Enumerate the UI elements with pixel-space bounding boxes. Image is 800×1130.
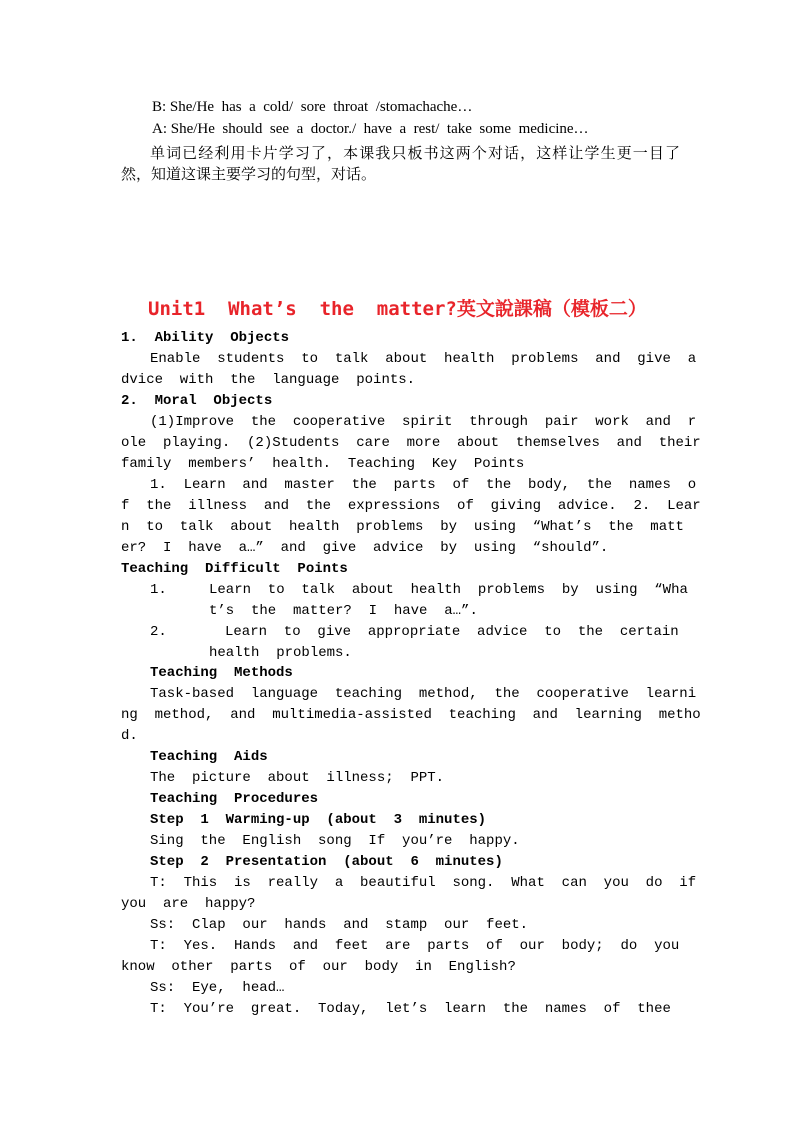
- body-line: (1)Improve the cooperative spirit through pair work and r: [150, 414, 697, 430]
- list-item: Learn to give appropriate advice to the certain: [225, 624, 679, 640]
- section-heading-moral-objects: 2. Moral Objects: [121, 393, 273, 409]
- document-title: Unit1 What’s the matter?英文說課稿（模板二）: [148, 298, 647, 320]
- body-line: d.: [121, 728, 138, 744]
- dialogue-line-b: B: She/He has a cold/ sore throat /stomachache…: [152, 99, 473, 115]
- body-line: ole playing. (2)Students care more about themselves and their: [121, 435, 701, 451]
- dialogue-line: know other parts of our body in English?: [121, 959, 516, 975]
- chinese-note-line-2: 然，知道这课主要学习的句型，对话。: [121, 165, 377, 183]
- dialogue-line-a: A: She/He should see a doctor./ have a rest/ take some medicine…: [152, 121, 589, 137]
- list-item: Learn to talk about health problems by using “Wha: [209, 582, 688, 598]
- step-heading-presentation: Step 2 Presentation (about 6 minutes): [150, 854, 503, 870]
- dialogue-line: Ss: Clap our hands and stamp our feet.: [150, 917, 529, 933]
- list-number: 1.: [150, 582, 167, 598]
- section-heading-teaching-methods: Teaching Methods: [150, 665, 293, 681]
- dialogue-line: Ss: Eye, head…: [150, 980, 285, 996]
- body-line: 1. Learn and master the parts of the body, the names o: [150, 477, 697, 493]
- body-line: er? I have a…” and give advice by using “should”.: [121, 540, 609, 556]
- list-item: health problems.: [209, 645, 352, 661]
- dialogue-line: you are happy?: [121, 896, 256, 912]
- dialogue-line: T: You’re great. Today, let’s learn the names of thee: [150, 1001, 671, 1017]
- body-line: ng method, and multimedia-assisted teaching and learning metho: [121, 707, 701, 723]
- body-line: family members’ health. Teaching Key Points: [121, 456, 525, 472]
- chinese-note-line-1: 单词已经利用卡片学习了，本课我只板书这两个对话，这样让学生更一目了: [150, 144, 680, 162]
- body-line: Sing the English song If you’re happy.: [150, 833, 520, 849]
- body-line: Task-based language teaching method, the cooperative learni: [150, 686, 697, 702]
- section-heading-teaching-aids: Teaching Aids: [150, 749, 268, 765]
- body-line: Enable students to talk about health problems and give a: [150, 351, 697, 367]
- section-heading-teaching-procedures: Teaching Procedures: [150, 791, 319, 807]
- dialogue-line: T: Yes. Hands and feet are parts of our body; do you: [150, 938, 680, 954]
- section-heading-difficult-points: Teaching Difficult Points: [121, 561, 348, 577]
- body-line: f the illness and the expressions of giving advice. 2. Lear: [121, 498, 701, 514]
- list-item: t’s the matter? I have a…”.: [209, 603, 478, 619]
- section-heading-ability-objects: 1. Ability Objects: [121, 330, 290, 346]
- body-line: n to talk about health problems by using “What’s the matt: [121, 519, 684, 535]
- body-line: The picture about illness; PPT.: [150, 770, 445, 786]
- body-line: dvice with the language points.: [121, 372, 416, 388]
- dialogue-line: T: This is really a beautiful song. What can you do if: [150, 875, 697, 891]
- list-number: 2.: [150, 624, 167, 640]
- step-heading-warming-up: Step 1 Warming-up (about 3 minutes): [150, 812, 487, 828]
